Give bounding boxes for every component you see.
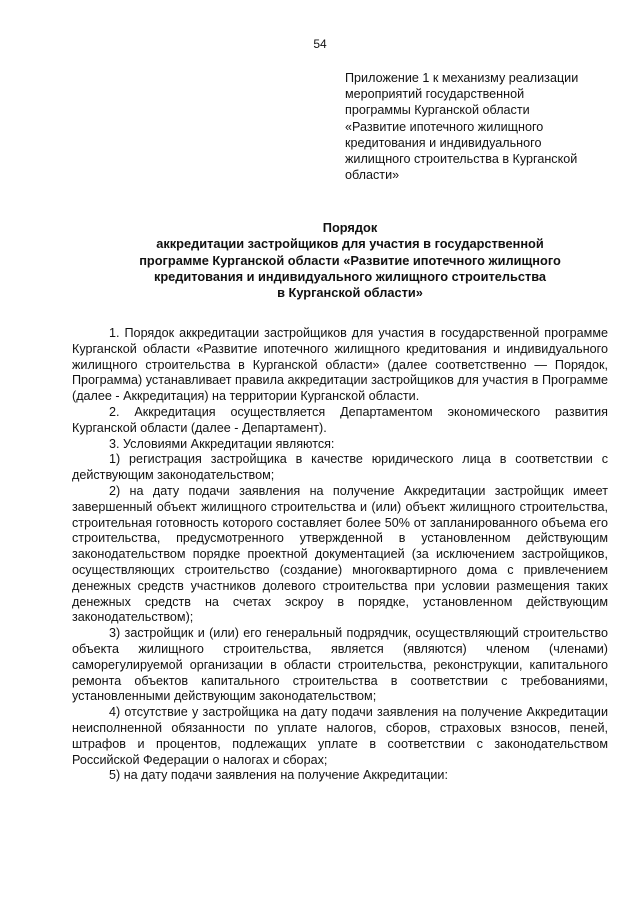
appendix-line: Приложение 1 к механизму реализации <box>345 71 579 85</box>
paragraph-2: 2. Аккредитация осуществляется Департаментом экономического развития Курганской области (далее - Департамент). <box>72 404 608 435</box>
condition-3: 3) застройщик и (или) его генеральный подрядчик, осуществляющий строительство объекта жилищного строительства, является (являются) членом (членами) саморегулируемой организации в области строительства, реконструкции, капитального ремонта объектов капитального строительства в соответствии с требованиями, установленными действующим законодательством; <box>72 626 608 704</box>
appendix-note <box>345 70 620 183</box>
document-title <box>60 220 640 301</box>
document-body <box>72 326 608 784</box>
appendix-line: «Развитие ипотечного жилищного <box>345 119 544 134</box>
condition-4: 4) отсутствие у застройщика на дату подачи заявления на получение Аккредитации неисполненной обязанности по уплате налогов, сборов, страховых взносов, пеней, штрафов и процентов, подлежащих уплате в соответствии с законодательством Российской Федерации о налогах и сборах; <box>72 705 608 767</box>
title-line: программе Курганской области «Развитие ипотечного жилищного <box>139 252 561 268</box>
title-line: Порядок <box>322 220 378 235</box>
page-number: 54 <box>313 37 327 51</box>
title-line: кредитования и индивидуального жилищного строительства <box>153 268 547 284</box>
appendix-line: кредитования и индивидуального <box>345 135 542 150</box>
appendix-line: жилищного строительства в Курганской <box>345 152 578 167</box>
title-line: аккредитации застройщиков для участия в государственной <box>156 236 544 252</box>
appendix-line: программы Курганской области <box>345 103 530 118</box>
title-line: в Курганской области» <box>277 285 423 301</box>
condition-1: 1) регистрация застройщика в качестве юридического лица в соответствии с действующим законодательством; <box>72 452 608 483</box>
condition-5: 5) на дату подачи заявления на получение Аккредитации: <box>109 768 448 783</box>
condition-2: 2) на дату подачи заявления на получение Аккредитации застройщик имеет завершенный объект жилищного строительства и (или) объект жилищного строительства, строительная готовность которого составляет более 50% от запланированного объема его строительства, предусмотренного утвержденной в установленном действующим законодательством порядке проектной документацией (за исключением застройщиков, осуществляющих строительство (создание) многоквартирного дома с привлечением денежных средств участников долевого строительства при условии размещения таких денежных средств на счетах эскроу в порядке, установленном действующим законодательством); <box>72 483 608 625</box>
paragraph-3: 3. Условиями Аккредитации являются: <box>109 436 335 451</box>
paragraph-1: 1. Порядок аккредитации застройщиков для участия в государственной программе Курганской области «Развитие ипотечного жилищного кредитования и индивидуального жилищного строительства в Курганской области» (далее соответственно — Порядок, Программа) устанавливает правила аккредитации застройщиков для участия в Программе (далее - Аккредитация) на территории Курганской области. <box>72 326 608 404</box>
appendix-line: области» <box>345 168 400 183</box>
appendix-line: мероприятий государственной <box>345 87 525 102</box>
